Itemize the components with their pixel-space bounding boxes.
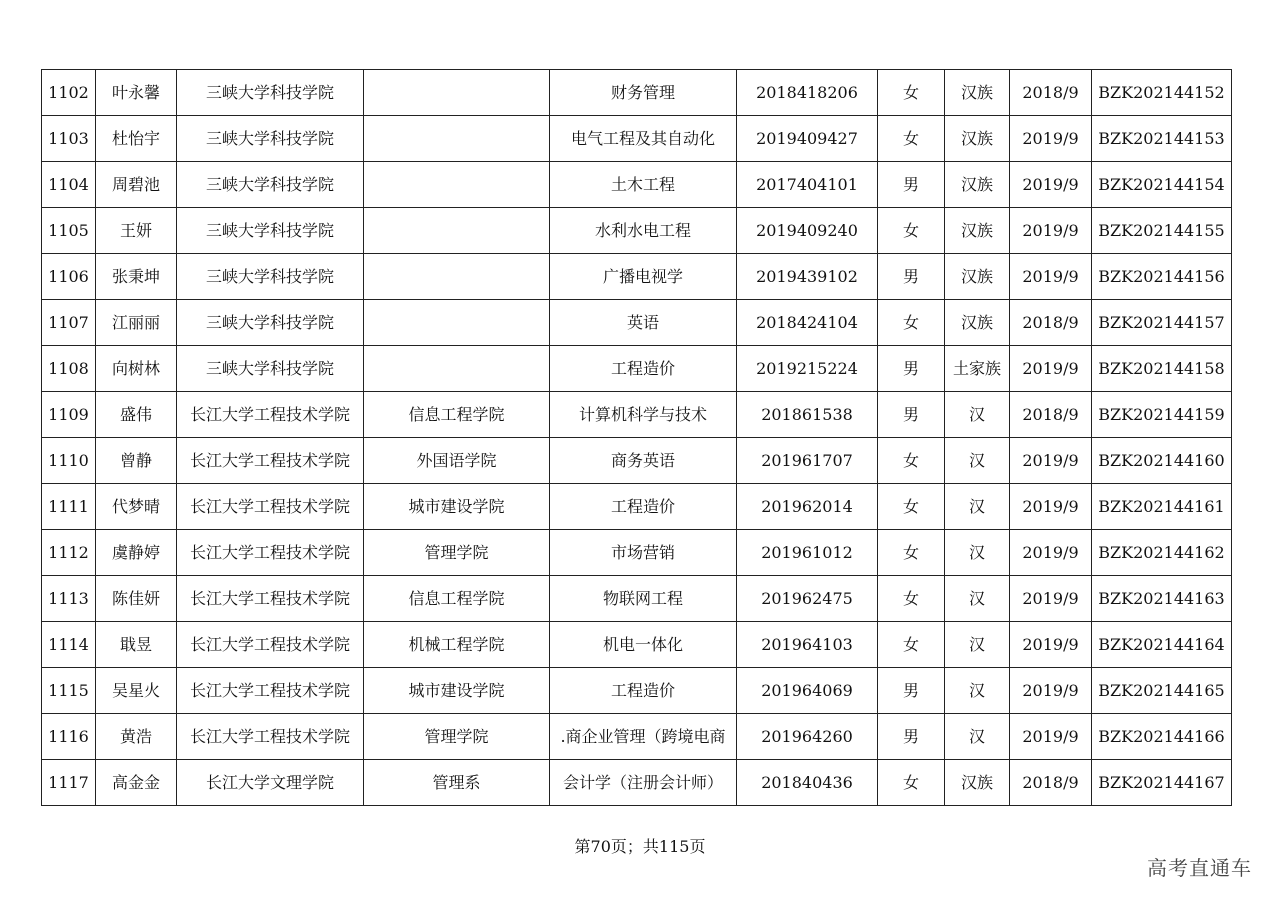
cell-cert-no: BZK202144165 xyxy=(1092,668,1232,714)
table-row xyxy=(42,438,1232,484)
cell-gender: 女 xyxy=(878,300,945,346)
cell-gender: 女 xyxy=(878,70,945,116)
table-row xyxy=(42,530,1232,576)
cell-university: 三峡大学科技学院 xyxy=(177,208,364,254)
table-row xyxy=(42,116,1232,162)
cell-enroll-date: 2019/9 xyxy=(1010,438,1092,484)
cell-name: 王妍 xyxy=(96,208,177,254)
cell-university: 长江大学工程技术学院 xyxy=(177,438,364,484)
cell-student-id: 201861538 xyxy=(737,392,878,438)
cell-gender: 女 xyxy=(878,622,945,668)
cell-school xyxy=(364,254,550,300)
table-row xyxy=(42,714,1232,760)
cell-university: 三峡大学科技学院 xyxy=(177,162,364,208)
cell-enroll-date: 2019/9 xyxy=(1010,484,1092,530)
page-number: 第70页；共115页 xyxy=(574,837,706,856)
cell-name: 曾静 xyxy=(96,438,177,484)
cell-cert-no: BZK202144160 xyxy=(1092,438,1232,484)
cell-school: 信息工程学院 xyxy=(364,576,550,622)
table-row xyxy=(42,162,1232,208)
cell-school: 城市建设学院 xyxy=(364,484,550,530)
cell-enroll-date: 2019/9 xyxy=(1010,116,1092,162)
cell-ethnicity: 汉 xyxy=(945,530,1010,576)
cell-cert-no: BZK202144154 xyxy=(1092,162,1232,208)
cell-ethnicity: 汉族 xyxy=(945,162,1010,208)
cell-student-id: 201964069 xyxy=(737,668,878,714)
cell-enroll-date: 2018/9 xyxy=(1010,300,1092,346)
cell-cert-no: BZK202144167 xyxy=(1092,760,1232,806)
cell-university: 长江大学工程技术学院 xyxy=(177,576,364,622)
cell-seq: 1104 xyxy=(42,162,96,208)
cell-major: 水利水电工程 xyxy=(550,208,737,254)
table-row xyxy=(42,346,1232,392)
cell-university: 长江大学工程技术学院 xyxy=(177,392,364,438)
cell-major: 财务管理 xyxy=(550,70,737,116)
cell-student-id: 2019409427 xyxy=(737,116,878,162)
cell-seq: 1105 xyxy=(42,208,96,254)
cell-major: 英语 xyxy=(550,300,737,346)
cell-school xyxy=(364,162,550,208)
cell-cert-no: BZK202144163 xyxy=(1092,576,1232,622)
cell-cert-no: BZK202144156 xyxy=(1092,254,1232,300)
cell-ethnicity: 汉族 xyxy=(945,208,1010,254)
cell-seq: 1103 xyxy=(42,116,96,162)
cell-school: 管理学院 xyxy=(364,714,550,760)
cell-gender: 女 xyxy=(878,116,945,162)
cell-name: 周碧池 xyxy=(96,162,177,208)
cell-university: 长江大学工程技术学院 xyxy=(177,484,364,530)
cell-ethnicity: 汉族 xyxy=(945,760,1010,806)
cell-seq: 1106 xyxy=(42,254,96,300)
cell-ethnicity: 汉 xyxy=(945,576,1010,622)
cell-name: 高金金 xyxy=(96,760,177,806)
table-row xyxy=(42,300,1232,346)
cell-university: 三峡大学科技学院 xyxy=(177,300,364,346)
cell-gender: 女 xyxy=(878,438,945,484)
cell-school xyxy=(364,116,550,162)
cell-seq: 1102 xyxy=(42,70,96,116)
cell-university: 三峡大学科技学院 xyxy=(177,254,364,300)
cell-name: 陈佳妍 xyxy=(96,576,177,622)
table-row xyxy=(42,576,1232,622)
cell-major: 物联网工程 xyxy=(550,576,737,622)
cell-name: 向树林 xyxy=(96,346,177,392)
cell-major: 工程造价 xyxy=(550,346,737,392)
cell-major: 商务英语 xyxy=(550,438,737,484)
cell-seq: 1109 xyxy=(42,392,96,438)
cell-student-id: 2019409240 xyxy=(737,208,878,254)
cell-gender: 男 xyxy=(878,668,945,714)
cell-university: 长江大学工程技术学院 xyxy=(177,668,364,714)
cell-university: 长江大学文理学院 xyxy=(177,760,364,806)
cell-gender: 女 xyxy=(878,484,945,530)
cell-student-id: 2017404101 xyxy=(737,162,878,208)
cell-enroll-date: 2018/9 xyxy=(1010,70,1092,116)
cell-cert-no: BZK202144153 xyxy=(1092,116,1232,162)
cell-cert-no: BZK202144152 xyxy=(1092,70,1232,116)
cell-ethnicity: 土家族 xyxy=(945,346,1010,392)
cell-enroll-date: 2019/9 xyxy=(1010,668,1092,714)
cell-seq: 1114 xyxy=(42,622,96,668)
cell-student-id: 2018424104 xyxy=(737,300,878,346)
cell-school: 外国语学院 xyxy=(364,438,550,484)
cell-enroll-date: 2019/9 xyxy=(1010,714,1092,760)
cell-name: 盛伟 xyxy=(96,392,177,438)
cell-ethnicity: 汉 xyxy=(945,668,1010,714)
cell-seq: 1115 xyxy=(42,668,96,714)
table-row xyxy=(42,254,1232,300)
cell-seq: 1107 xyxy=(42,300,96,346)
cell-name: 江丽丽 xyxy=(96,300,177,346)
roster-body xyxy=(42,70,1232,806)
cell-seq: 1117 xyxy=(42,760,96,806)
table-row xyxy=(42,392,1232,438)
cell-seq: 1113 xyxy=(42,576,96,622)
cell-school: 机械工程学院 xyxy=(364,622,550,668)
cell-ethnicity: 汉 xyxy=(945,484,1010,530)
cell-enroll-date: 2019/9 xyxy=(1010,346,1092,392)
table-row xyxy=(42,70,1232,116)
cell-major: 电气工程及其自动化 xyxy=(550,116,737,162)
cell-cert-no: BZK202144157 xyxy=(1092,300,1232,346)
cell-cert-no: BZK202144164 xyxy=(1092,622,1232,668)
cell-ethnicity: 汉 xyxy=(945,622,1010,668)
cell-cert-no: BZK202144161 xyxy=(1092,484,1232,530)
cell-ethnicity: 汉族 xyxy=(945,116,1010,162)
cell-name: 吴星火 xyxy=(96,668,177,714)
cell-enroll-date: 2018/9 xyxy=(1010,760,1092,806)
cell-university: 三峡大学科技学院 xyxy=(177,70,364,116)
cell-major: 工程造价 xyxy=(550,668,737,714)
cell-seq: 1110 xyxy=(42,438,96,484)
cell-school: 管理系 xyxy=(364,760,550,806)
cell-student-id: 201840436 xyxy=(737,760,878,806)
cell-gender: 男 xyxy=(878,162,945,208)
cell-university: 三峡大学科技学院 xyxy=(177,346,364,392)
table-row xyxy=(42,622,1232,668)
cell-enroll-date: 2019/9 xyxy=(1010,622,1092,668)
cell-major: .商企业管理（跨境电商 xyxy=(550,714,737,760)
cell-ethnicity: 汉族 xyxy=(945,254,1010,300)
table-row xyxy=(42,760,1232,806)
cell-enroll-date: 2019/9 xyxy=(1010,576,1092,622)
cell-major: 机电一体化 xyxy=(550,622,737,668)
cell-cert-no: BZK202144159 xyxy=(1092,392,1232,438)
cell-student-id: 201962014 xyxy=(737,484,878,530)
table-row xyxy=(42,484,1232,530)
cell-seq: 1111 xyxy=(42,484,96,530)
cell-student-id: 201964103 xyxy=(737,622,878,668)
cell-school: 信息工程学院 xyxy=(364,392,550,438)
cell-school xyxy=(364,346,550,392)
cell-name: 虞静婷 xyxy=(96,530,177,576)
cell-university: 长江大学工程技术学院 xyxy=(177,530,364,576)
cell-enroll-date: 2018/9 xyxy=(1010,392,1092,438)
cell-gender: 女 xyxy=(878,530,945,576)
cell-name: 叶永馨 xyxy=(96,70,177,116)
cell-university: 长江大学工程技术学院 xyxy=(177,622,364,668)
cell-name: 黄浩 xyxy=(96,714,177,760)
cell-student-id: 2018418206 xyxy=(737,70,878,116)
cell-gender: 男 xyxy=(878,714,945,760)
cell-name: 张秉坤 xyxy=(96,254,177,300)
cell-cert-no: BZK202144166 xyxy=(1092,714,1232,760)
cell-name: 戢昱 xyxy=(96,622,177,668)
cell-school xyxy=(364,70,550,116)
cell-gender: 男 xyxy=(878,392,945,438)
cell-cert-no: BZK202144162 xyxy=(1092,530,1232,576)
cell-major: 计算机科学与技术 xyxy=(550,392,737,438)
cell-enroll-date: 2019/9 xyxy=(1010,162,1092,208)
cell-enroll-date: 2019/9 xyxy=(1010,208,1092,254)
cell-gender: 女 xyxy=(878,576,945,622)
cell-school: 管理学院 xyxy=(364,530,550,576)
cell-gender: 男 xyxy=(878,346,945,392)
cell-enroll-date: 2019/9 xyxy=(1010,254,1092,300)
cell-major: 会计学（注册会计师） xyxy=(550,760,737,806)
cell-enroll-date: 2019/9 xyxy=(1010,530,1092,576)
cell-university: 三峡大学科技学院 xyxy=(177,116,364,162)
cell-student-id: 201964260 xyxy=(737,714,878,760)
cell-gender: 男 xyxy=(878,254,945,300)
cell-student-id: 201961707 xyxy=(737,438,878,484)
cell-name: 杜怡宇 xyxy=(96,116,177,162)
cell-university: 长江大学工程技术学院 xyxy=(177,714,364,760)
cell-ethnicity: 汉族 xyxy=(945,70,1010,116)
cell-student-id: 2019215224 xyxy=(737,346,878,392)
cell-school: 城市建设学院 xyxy=(364,668,550,714)
table-row xyxy=(42,668,1232,714)
cell-major: 土木工程 xyxy=(550,162,737,208)
cell-student-id: 2019439102 xyxy=(737,254,878,300)
cell-cert-no: BZK202144155 xyxy=(1092,208,1232,254)
cell-gender: 女 xyxy=(878,208,945,254)
cell-major: 市场营销 xyxy=(550,530,737,576)
cell-cert-no: BZK202144158 xyxy=(1092,346,1232,392)
cell-ethnicity: 汉 xyxy=(945,714,1010,760)
cell-school xyxy=(364,300,550,346)
cell-student-id: 201962475 xyxy=(737,576,878,622)
cell-seq: 1108 xyxy=(42,346,96,392)
table-row xyxy=(42,208,1232,254)
cell-school xyxy=(364,208,550,254)
cell-gender: 女 xyxy=(878,760,945,806)
cell-name: 代梦晴 xyxy=(96,484,177,530)
cell-seq: 1116 xyxy=(42,714,96,760)
cell-ethnicity: 汉 xyxy=(945,438,1010,484)
student-roster-table xyxy=(41,69,1232,806)
cell-seq: 1112 xyxy=(42,530,96,576)
cell-student-id: 201961012 xyxy=(737,530,878,576)
cell-major: 工程造价 xyxy=(550,484,737,530)
cell-major: 广播电视学 xyxy=(550,254,737,300)
cell-ethnicity: 汉 xyxy=(945,392,1010,438)
watermark-logo-text: 高考直通车 xyxy=(1147,856,1252,880)
cell-ethnicity: 汉族 xyxy=(945,300,1010,346)
